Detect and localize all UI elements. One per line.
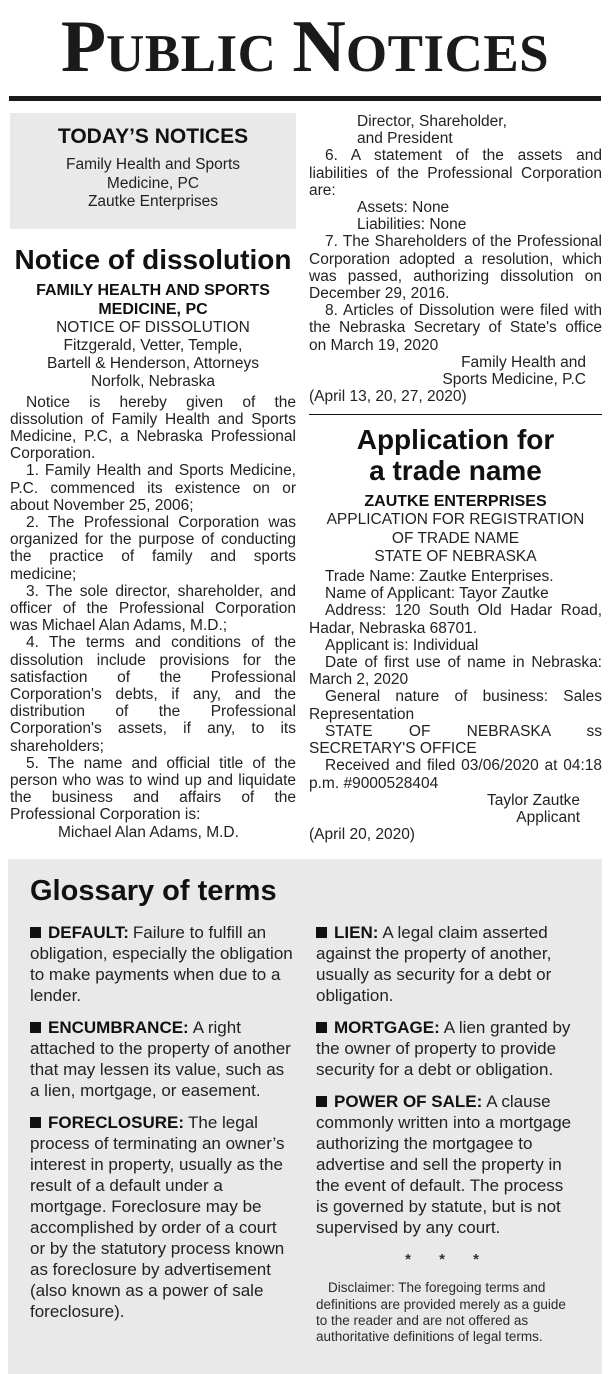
masthead-initial: P (60, 6, 107, 88)
glossary-definition: A clause commonly written into a mortgage authorizing the mortgagee to advertise and sell the property in the event of default. The process is governed by statute, but is not supervised by any court. (316, 1092, 572, 1238)
article-paragraph: 5. The name and official title of the person who was to wind up and liquidate the business and affairs of the Professional Corporation is: (10, 754, 296, 824)
bullet-square-icon (30, 1022, 41, 1033)
article-paragraph: 2. The Professional Corporation was organized for the purpose of conducting the practice of family and sports medicine; (10, 513, 296, 583)
article-paragraph: 1. Family Health and Sports Medicine, P.C. commenced its existence on or about November 25, 2006; (10, 462, 296, 514)
todays-notices-title: TODAY’S NOTICES (57, 125, 249, 148)
article-paragraph: Applicant is: Individual (325, 636, 479, 654)
glossary-term: ENCUMBRANCE: (48, 1018, 189, 1038)
bullet-square-icon (30, 1117, 41, 1128)
bullet-square-icon (30, 927, 41, 938)
glossary-definition: A right attached to the property of another that may lessen its value, such as a lien, mortgage, or easement. (30, 1018, 291, 1101)
glossary-definition: A legal claim asserted against the property of another, usually as security for a debt or obligation. (316, 923, 552, 1006)
glossary-columns (30, 922, 580, 1345)
article-paragraph: STATE OF NEBRASKA ss SECRETARY'S OFFICE (309, 722, 602, 758)
signoff-line: Taylor Zautke (486, 791, 580, 809)
masthead-initial: N (292, 6, 346, 88)
intro-line: STATE OF NEBRASKA (374, 547, 537, 565)
article-paragraph: Received and filed 03/06/2020 at 04:18 p.m. #9000528404 (309, 757, 602, 792)
glossary-term: DEFAULT: (48, 923, 129, 943)
article-paragraph: Name of Applicant: Tayor Zautke (325, 585, 549, 603)
signature-title-line: Director, Shareholder, (357, 113, 507, 130)
article-paragraph: 8. Articles of Dissolution were filed with the Nebraska Secretary of State's office on March 19, 2020 (309, 302, 602, 354)
article-paragraph: 7. The Shareholders of the Professional Corporation adopted a resolution, which was passed, authorizing dissolution on December 29, 2016. (309, 233, 602, 303)
intro-line: OF TRADE NAME (391, 529, 520, 547)
glossary-left-column (30, 922, 294, 1345)
intro-line: Fitzgerald, Vetter, Temple, (63, 336, 243, 354)
article-headline: Notice of dissolution (14, 243, 292, 275)
dissolution-notice (10, 245, 296, 841)
intro-line: APPLICATION FOR REGISTRATION (326, 511, 585, 529)
page-title (0, 0, 610, 90)
article-intro (10, 319, 296, 392)
article-intro (309, 511, 602, 566)
intro-line: NOTICE OF DISSOLUTION (56, 318, 250, 336)
todays-notice-item: Zautke Enterprises (87, 193, 219, 211)
liabilities-line: Liabilities: None (357, 216, 467, 234)
glossary-term: MORTGAGE: (334, 1018, 440, 1038)
todays-notice-item: Medicine, PC (106, 174, 200, 192)
trade-name-notice (309, 425, 602, 843)
glossary-box (8, 859, 602, 1373)
dissolution-notice-continued (309, 113, 602, 405)
signature-title-line: and President (357, 130, 453, 148)
glossary-entry (30, 1017, 294, 1101)
article-paragraph: Trade Name: Zautke Enterprises. (325, 568, 554, 586)
glossary-term: FORECLOSURE: (48, 1113, 184, 1133)
stars-separator: * * * (405, 1251, 491, 1269)
glossary-disclaimer: Disclaimer: The foregoing terms and definitions are provided merely as a guide to the reader and are not offered as authoritative definitions of legal terms. (316, 1280, 566, 1345)
glossary-entry (316, 1091, 580, 1238)
notices-columns (0, 101, 610, 843)
signoff-line: Family Health and (461, 353, 586, 371)
article-headline: Application for (356, 424, 555, 456)
intro-line: Bartell & Henderson, Attorneys (47, 355, 259, 373)
article-paragraph: 4. The terms and conditions of the dissolution include provisions for the satisfaction of the Professional Corporation's debts, if any, and the distribution of the Professional Corporation's assets, if any, to its shareholders; (10, 634, 296, 755)
left-column (10, 113, 296, 843)
assets-line: Assets: None (357, 199, 450, 217)
winding-up-name: Michael Alan Adams, M.D. (58, 823, 239, 841)
article-paragraph: 6. A statement of the assets and liabilities of the Professional Corporation are: (309, 147, 602, 199)
right-column (309, 113, 602, 843)
glossary-title: Glossary of terms (30, 875, 277, 908)
bullet-square-icon (316, 1096, 327, 1107)
article-paragraph: General nature of business: Sales Representation (309, 688, 602, 723)
glossary-entry (316, 922, 580, 1006)
article-headline: a trade name (369, 455, 542, 487)
article-paragraph: Address: 120 South Old Hadar Road, Hadar, Nebraska 68701. (309, 602, 602, 637)
masthead-word-rest: UBLIC (106, 25, 277, 83)
glossary-definition: The legal process of terminating an owner’s interest in property, usually as the result of a default under a mortgage. Foreclosure may be accomplished by order of a court or by the statutory process known as foreclosure by advertisement (also known as a power of sale foreclosure). (30, 1113, 285, 1322)
masthead-word-rest: OTICES (345, 25, 550, 83)
bullet-square-icon (316, 927, 327, 938)
article-subhead: MEDICINE, PC (98, 300, 208, 318)
article-subhead: FAMILY HEALTH AND SPORTS (36, 281, 270, 299)
article-divider-rule (309, 414, 602, 415)
article-paragraph: 3. The sole director, shareholder, and officer of the Professional Corporation was Michael Alan Adams, M.D.; (10, 582, 296, 635)
glossary-entry (316, 1017, 580, 1080)
publication-dateline: (April 13, 20, 27, 2020) (309, 388, 467, 406)
glossary-right-column (316, 922, 580, 1345)
glossary-definition: A lien granted by the owner of property to provide security for a debt or obligation. (316, 1018, 571, 1080)
signoff-line: Applicant (516, 808, 580, 826)
bullet-square-icon (316, 1022, 327, 1033)
todays-notices-box (10, 113, 296, 229)
article-subhead: ZAUTKE ENTERPRISES (364, 493, 547, 511)
todays-notice-item: Family Health and Sports (65, 156, 241, 174)
article-paragraph: Date of first use of name in Nebraska: March 2, 2020 (309, 654, 602, 689)
publication-dateline: (April 20, 2020) (309, 826, 415, 844)
article-paragraph: Notice is hereby given of the dissolution of Family Health and Sports Medicine, P.C, a Nebraska Professional Corporation. (10, 393, 296, 463)
intro-line: Norfolk, Nebraska (90, 373, 216, 391)
glossary-entry (30, 922, 294, 1006)
glossary-definition: Failure to fulfill an obligation, especially the obligation to make payments when due to a lender. (30, 923, 293, 1006)
glossary-entry (30, 1112, 294, 1322)
signoff-line: Sports Medicine, P.C (442, 371, 586, 389)
glossary-term: LIEN: (334, 923, 379, 943)
glossary-term: POWER OF SALE: (334, 1092, 483, 1112)
